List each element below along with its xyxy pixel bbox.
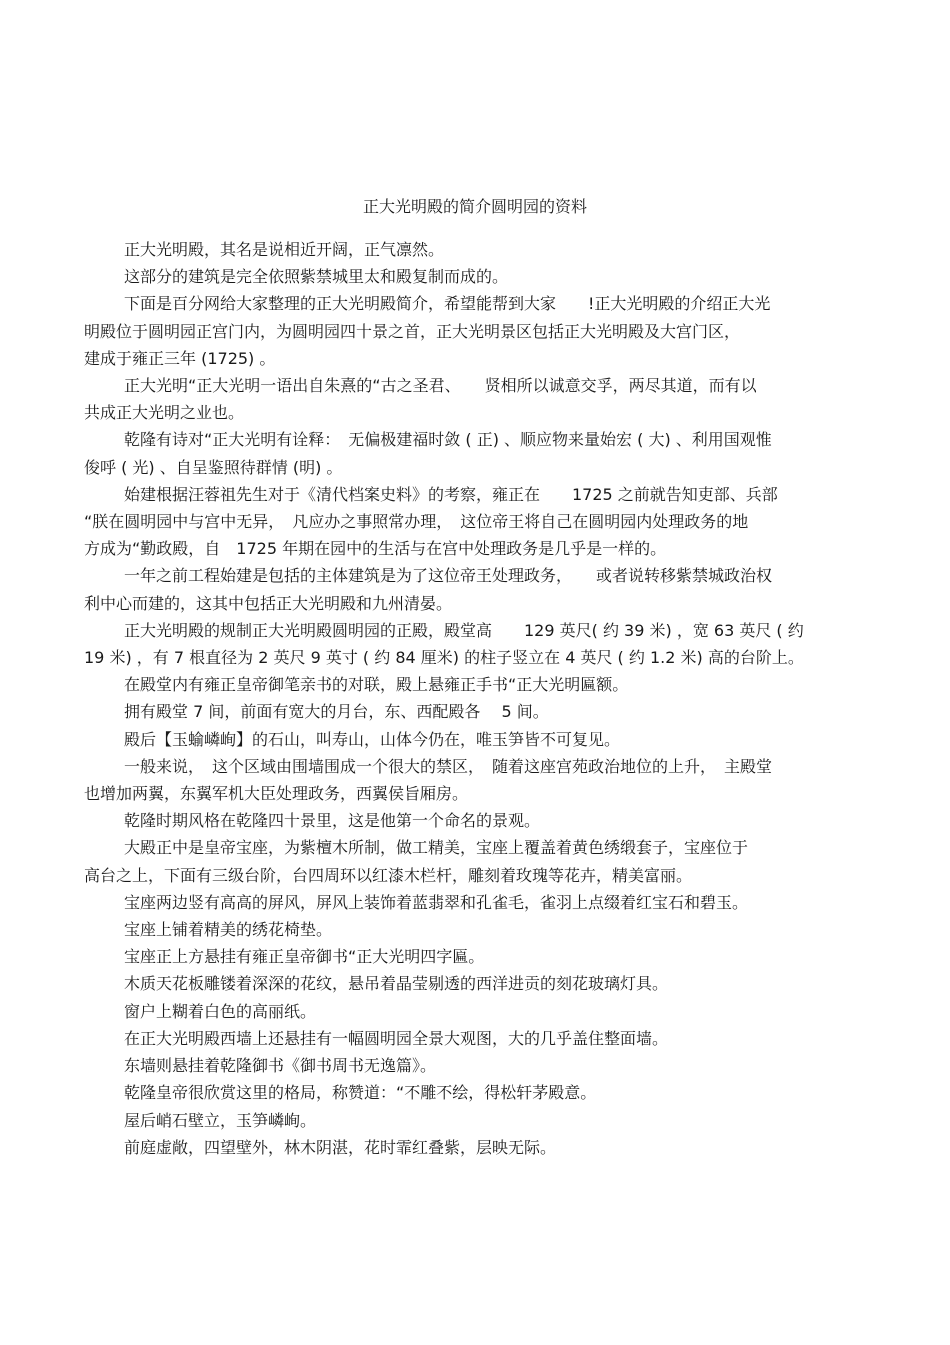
paragraph [84,1079,874,1106]
text-line: 方成为“勤政殿，自 1725 年期在园中的生活与在宫中处理政务是几乎是一样的。 [84,539,667,559]
paragraph [84,562,874,616]
paragraph [84,889,874,916]
text-line: 宝座上铺着精美的绣花椅垫。 [124,920,333,940]
paragraph [84,753,874,807]
text-line: 高台之上，下面有三级台阶，台四周环以红漆木栏杆，雕刻着玫瑰等花卉，精美富丽。 [84,865,693,885]
text-line: 也增加两翼，东翼军机大臣处理政务，西翼侯旨厢房。 [84,784,469,804]
paragraph [84,1134,874,1161]
paragraph [84,236,874,263]
paragraph [84,1025,874,1052]
text-line: 殿后【玉蝓嶙峋】的石山，叫寿山，山体今仍在，唯玉笋皆不可复见。 [124,729,621,749]
text-line: 一般来说， 这个区域由围墙围成一个很大的禁区， 随着这座宫苑政治地位的上升， 主殿堂 [124,756,773,776]
paragraph [84,998,874,1025]
paragraph [84,807,874,834]
paragraph [84,372,874,426]
text-line: 19 米) ，有 7 根直径为 2 英尺 9 英寸 ( 约 84 厘米) 的柱子竖立在 4 英尺 ( 约 1.2 米) 高的台阶上。 [84,648,804,668]
paragraph [84,671,874,698]
text-line: 共成正大光明之业也。 [84,403,245,423]
text-line: “朕在圆明园中与宫中无异， 凡应办之事照常办理， 这位帝王将自己在圆明园内处理政务的地 [84,512,749,532]
paragraph [84,1107,874,1134]
text-line: 宝座两边竖有高高的屏风，屏风上装饰着蓝翡翠和孔雀毛，雀羽上点缀着红宝石和碧玉。 [124,892,749,912]
document-title: 正大光明殿的简介圆明园的资料 [362,197,587,216]
paragraph [84,943,874,970]
text-line: 在殿堂内有雍正皇帝御笔亲书的对联，殿上悬雍正手书“正大光明匾额。 [124,675,629,695]
paragraph [84,290,874,372]
paragraph [84,617,874,671]
text-line: 宝座正上方悬挂有雍正皇帝御书“正大光明四字匾。 [124,947,485,967]
paragraph [84,1052,874,1079]
text-line: 大殿正中是皇帝宝座，为紫檀木所制，做工精美，宝座上覆盖着黄色绣缎套子，宝座位于 [124,838,749,858]
text-line: 乾隆有诗对“正大光明有诠释： 无偏极建福时敛 ( 正) 、顺应物来量始宏 ( 大) 、利用国观惟 [124,430,772,450]
text-line: 乾隆皇帝很欣赏这里的格局，称赞道：“不雕不绘，得松轩茅殿意。 [124,1083,597,1103]
text-line: 前庭虚敞，四望壁外，林木阴湛，花时霏红叠紫，层映无际。 [124,1137,557,1157]
text-line: 一年之前工程始建是包括的主体建筑是为了这位帝王处理政务， 或者说转移紫禁城政治权 [124,566,773,586]
paragraph [84,263,874,290]
paragraph [84,698,874,725]
document-body [84,236,874,1161]
text-line: 正大光明殿，其名是说相近开阔，正气凛然。 [124,240,445,259]
text-line: 俊呼 ( 光) 、自呈鉴照待群情 (明) 。 [84,457,343,477]
text-line: 东墙则悬挂着乾隆御书《御书周书无逸篇》。 [124,1056,437,1076]
text-line: 木质天花板雕镂着深深的花纹，悬吊着晶莹剔透的西洋进贡的刻花玻璃灯具。 [124,974,669,994]
text-line: 正大光明殿的规制正大光明殿圆明园的正殿，殿堂高 129 英尺( 约 39 米) ，宽 63 英尺 ( 约 [124,620,804,640]
text-line: 下面是百分网给大家整理的正大光明殿简介，希望能帮到大家 !正大光明殿的介绍正大光 [124,294,771,314]
text-line: 利中心而建的，这其中包括正大光明殿和九州清晏。 [84,593,453,613]
paragraph [84,970,874,997]
text-line: 建成于雍正三年 (1725) 。 [84,348,276,368]
paragraph [84,916,874,943]
text-line: 窗户上糊着白色的高丽纸。 [124,1001,317,1021]
paragraph [84,481,874,563]
text-line: 明殿位于圆明园正宫门内，为圆明园四十景之首，正大光明景区包括正大光明殿及大宫门区， [84,321,741,341]
paragraph [84,726,874,753]
text-line: 乾隆时期风格在乾隆四十景里，这是他第一个命名的景观。 [124,811,541,831]
text-line: 始建根据汪蓉祖先生对于《清代档案史料》的考察，雍正在 1725 之前就告知吏部、兵部 [124,484,778,504]
paragraph [84,834,874,888]
paragraph [84,426,874,480]
text-line: 这部分的建筑是完全依照紫禁城里太和殿复制而成的。 [124,267,509,287]
text-line: 屋后峭石壁立，玉笋嶙峋。 [124,1110,317,1130]
text-line: 在正大光明殿西墙上还悬挂有一幅圆明园全景大观图，大的几乎盖住整面墙。 [124,1028,669,1048]
text-line: 正大光明“正大光明一语出自朱熹的“古之圣君、 贤相所以诚意交孚，两尽其道，而有以 [124,376,757,396]
text-line: 拥有殿堂 7 间，前面有宽大的月台，东、西配殿各 5 间。 [124,702,549,722]
